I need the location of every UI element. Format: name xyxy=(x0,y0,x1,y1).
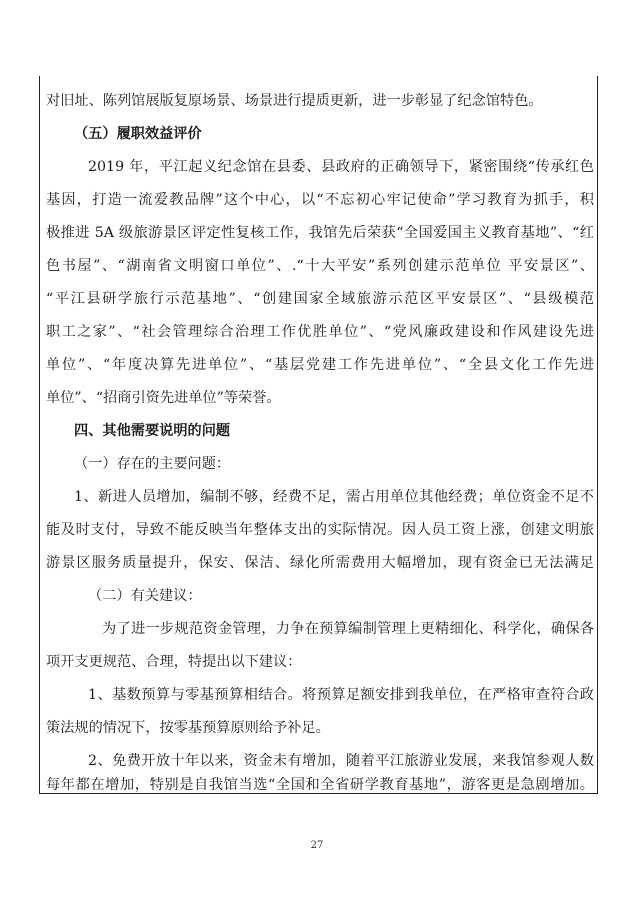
paragraph-line: 色书屋”、“湖南省文明窗口单位”、.“十大平安”系列创建示范单位 平安景区”、 xyxy=(46,258,594,274)
paragraph-line: 极推进 5A 级旅游景区评定性复核工作，我馆先后荣获“全国爱国主义教育基地”、“红 xyxy=(46,225,594,241)
paragraph-line: 1、新进人员增加，编制不够，经费不足，需占用单位其他经费；单位资金不足不 xyxy=(74,489,594,505)
section-heading: 四、其他需要说明的问题 xyxy=(74,423,231,439)
paragraph-line: 2、免费开放十年以来，资金未有增加，随着平江旅游业发展，来我馆参观人数 xyxy=(88,753,594,769)
paragraph-line: 1、基数预算与零基预算相结合。将预算足额安排到我单位，在严格审查符合政 xyxy=(88,687,594,703)
subsection-heading: （一）存在的主要问题： xyxy=(74,456,231,472)
paragraph-line: 2019 年，平江起义纪念馆在县委、县政府的正确领导下，紧密围绕“传承红色 xyxy=(88,159,594,175)
section-heading: （五）履职效益评价 xyxy=(74,126,202,142)
paragraph-line: 为了进一步规范资金管理，力争在预算编制管理上更精细化、科学化，确保各 xyxy=(102,621,594,637)
paragraph-line: 游景区服务质量提升，保安、保洁、绿化所需费用大幅增加，现有资金已无法满足 xyxy=(46,555,594,571)
text-line: 对旧址、陈列馆展版复原场景、场景进行提质更新，进一步彰显了纪念馆特色。 xyxy=(46,93,543,109)
paragraph-line: 单位”、“年度决算先进单位”、“基层党建工作先进单位”、“全县文化工作先进 xyxy=(46,357,594,373)
paragraph-line: “平江县研学旅行示范基地”、“创建国家全域旅游示范区平安景区”、“县级模范 xyxy=(46,291,594,307)
page-number: 27 xyxy=(310,840,324,851)
paragraph-line: 基因，打造一流爱教品牌”这个中心，以“不忘初心牢记使命”学习教育为抓手，积 xyxy=(46,192,594,208)
paragraph-line: 能及时支付，导致不能反映当年整体支出的实际情况。因人员工资上涨，创建文明旅 xyxy=(46,522,594,538)
subsection-heading: （二）有关建议： xyxy=(88,588,202,604)
table-cell-frame xyxy=(39,76,598,794)
paragraph-line: 单位”、“招商引资先进单位”等荣誉。 xyxy=(46,390,281,406)
paragraph-line: 职工之家”、“社会管理综合治理工作优胜单位”、“党风廉政建设和作风建设先进 xyxy=(46,324,594,340)
paragraph-line: 项开支更规范、合理，特提出以下建议： xyxy=(46,654,302,670)
paragraph-line: 策法规的情况下，按零基预算原则给予补足。 xyxy=(46,720,330,736)
paragraph-line: 每年都在增加，特别是自我馆当选“全国和全省研学教育基地”，游客更是急剧增加。 xyxy=(46,777,594,793)
